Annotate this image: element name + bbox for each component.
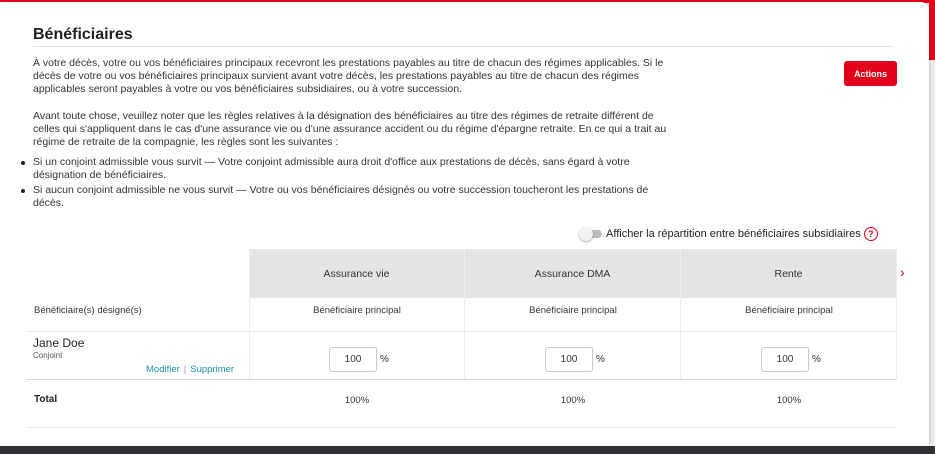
percentage-cell xyxy=(545,347,605,372)
beneficiary-type: Bénéficiaire principal xyxy=(745,305,833,316)
toggle-label: Afficher la répartition entre bénéficiaires subsidiaires xyxy=(606,228,861,240)
intro-paragraph-2: Avant toute chose, veuillez noter que les règles relatives à la désignation des bénéficiaires au titre des régimes de retraite différent de celles qui s'appliquent dans le cas d'une assurance vie ou d'une assurance accident ou du régime d'épargne retraite. En ce qui a trait au régime de retraite de la compagnie, les règles sont les suivantes : xyxy=(33,110,667,148)
table-bottom-divider xyxy=(26,427,897,428)
subsidiary-toggle-row xyxy=(580,227,878,241)
section-title: Bénéficiaires xyxy=(33,26,133,43)
rule-item: Si un conjoint admissible vous survit — Votre conjoint admissible aura droit d'office aux prestations de décès, sans égard à votre désignation de bénéficiaires. xyxy=(33,156,673,182)
right-accent-bar xyxy=(929,0,935,60)
column-header-rente: Rente xyxy=(681,249,896,298)
beneficiary-type: Bénéficiaire principal xyxy=(313,305,401,316)
beneficiary-relationship: Conjoint xyxy=(33,351,63,360)
designated-beneficiaries-label: Bénéficiaire(s) désigné(s) xyxy=(34,305,142,316)
toggle-knob xyxy=(579,227,593,241)
help-icon[interactable]: ? xyxy=(864,227,878,241)
beneficiary-actions xyxy=(146,364,234,375)
total-value: 100% xyxy=(560,395,586,406)
percent-sign: % xyxy=(812,354,821,365)
chevron-right-icon[interactable]: › xyxy=(900,264,905,280)
rente-percent-input[interactable] xyxy=(761,347,809,372)
bottom-bar xyxy=(0,446,935,454)
column-header-assurance-dma: Assurance DMA xyxy=(465,249,680,298)
rule-item: Si aucun conjoint admissible ne vous survit — Votre ou vos bénéficiaires désignés ou votre succession toucheront les prestations de décès. xyxy=(33,184,673,210)
beneficiary-name: Jane Doe xyxy=(33,336,85,350)
percent-sign: % xyxy=(380,354,389,365)
total-value: 100% xyxy=(344,395,370,406)
total-value: 100% xyxy=(776,395,802,406)
row-divider xyxy=(26,331,897,332)
row-divider xyxy=(26,379,897,380)
percentage-cell xyxy=(329,347,389,372)
assurance-vie-percent-input[interactable] xyxy=(329,347,377,372)
delete-link[interactable]: Supprimer xyxy=(190,364,235,375)
link-separator: | xyxy=(183,364,187,375)
subsidiary-toggle[interactable] xyxy=(580,230,602,238)
intro-text xyxy=(33,57,683,149)
assurance-dma-percent-input[interactable] xyxy=(545,347,593,372)
edit-link[interactable]: Modifier xyxy=(146,364,180,375)
actions-button[interactable]: Actions xyxy=(844,61,897,86)
percentage-cell xyxy=(761,347,821,372)
percent-sign: % xyxy=(596,354,605,365)
total-label: Total xyxy=(34,394,58,405)
title-divider xyxy=(33,46,893,47)
rules-list xyxy=(33,156,673,212)
column-header-assurance-vie: Assurance vie xyxy=(249,249,464,298)
beneficiary-type: Bénéficiaire principal xyxy=(529,305,617,316)
intro-paragraph-1: À votre décès, votre ou vos bénéficiaires principaux recevront les prestations payables au titre de chacun des régimes applicables. Si le décès de votre ou vos bénéficiaires principaux survient avant votre décès, les prestations payables au titre de chacun des régimes applicables seront payables à votre ou vos bénéficiaires subsidiaires, ou à votre succession. xyxy=(33,57,664,95)
